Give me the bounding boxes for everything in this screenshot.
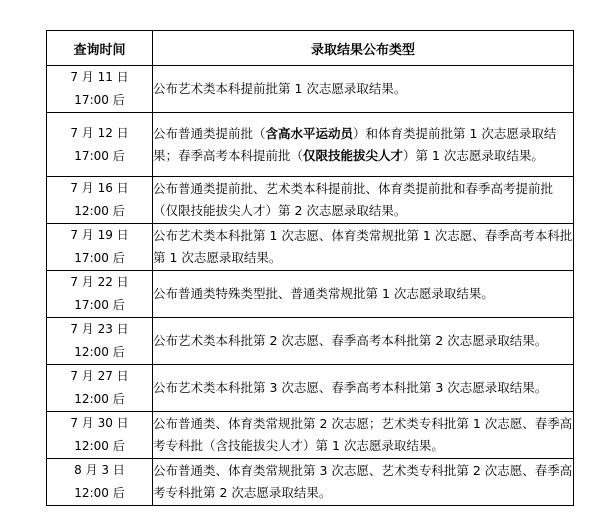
result-description-cell — [153, 271, 574, 318]
description-text: 公布普通类、体育类常规批第 3 次志愿、艺术类专科批第 2 次志愿、春季高考专科批第 2 次志愿录取结果。 — [153, 463, 573, 500]
table-row — [47, 459, 574, 506]
query-hour: 12:00 后 — [74, 392, 125, 406]
table-row — [47, 271, 574, 318]
description-text: 公布艺术类本科批第 2 次志愿、春季高考本科批第 2 次志愿录取结果。 — [153, 333, 548, 348]
query-date: 8 月 3 日 — [74, 463, 125, 477]
description-text: 公布普通类、体育类常规批第 2 次志愿；艺术类专科批第 1 次志愿、春季高考专科批（含技能拔尖人才）第 1 次志愿录取结果。 — [153, 416, 573, 453]
query-hour: 12:00 后 — [74, 439, 125, 453]
description-emphasis: 含高水平运动员 — [265, 125, 354, 141]
table-body — [47, 66, 574, 506]
query-time-cell — [47, 459, 153, 506]
result-description-cell — [153, 365, 574, 412]
description-text: 公布艺术类本科批第 1 次志愿、体育类常规批第 1 次志愿、春季高考本科批第 1 次志愿录取结果。 — [153, 228, 573, 265]
query-date: 7 月 22 日 — [70, 275, 129, 289]
query-hour: 17:00 后 — [74, 251, 125, 265]
result-description-cell — [153, 177, 574, 224]
query-hour: 12:00 后 — [74, 345, 125, 359]
header-query-time: 查询时间 — [47, 31, 153, 66]
query-time-cell — [47, 66, 153, 113]
query-date: 7 月 30 日 — [70, 416, 129, 430]
table-row — [47, 113, 574, 177]
query-hour: 12:00 后 — [74, 486, 125, 500]
table-row — [47, 66, 574, 113]
query-date: 7 月 16 日 — [70, 181, 129, 195]
query-hour: 17:00 后 — [74, 148, 125, 163]
result-description-cell — [153, 459, 574, 506]
query-date: 7 月 19 日 — [70, 228, 129, 242]
description-emphasis: 仅限技能拔尖人才 — [303, 147, 404, 163]
query-date: 7 月 12 日 — [70, 125, 129, 140]
query-hour: 12:00 后 — [74, 204, 125, 218]
description-text: ）第 1 次志愿录取结果。 — [403, 147, 544, 163]
query-time-cell — [47, 113, 153, 177]
header-result-type: 录取结果公布类型 — [153, 31, 574, 66]
query-hour: 17:00 后 — [74, 93, 125, 107]
result-description-cell — [153, 224, 574, 271]
description-text: ）和体育类提前批第 1 次志愿录取结果；春季高考本科提前批（ — [153, 125, 557, 163]
query-time-cell — [47, 271, 153, 318]
description-text: 公布艺术类本科批第 3 次志愿、春季高考本科批第 3 次志愿录取结果。 — [153, 380, 548, 395]
description-text: 公布艺术类本科提前批第 1 次志愿录取结果。 — [153, 81, 407, 96]
result-description-cell — [153, 113, 574, 177]
query-time-cell — [47, 224, 153, 271]
query-date: 7 月 23 日 — [70, 322, 129, 336]
query-time-cell — [47, 318, 153, 365]
table-row — [47, 318, 574, 365]
query-time-cell — [47, 177, 153, 224]
query-hour: 17:00 后 — [74, 298, 125, 312]
table-row — [47, 365, 574, 412]
description-text: 公布普通类特殊类型批、普通类常规批第 1 次志愿录取结果。 — [153, 286, 494, 301]
description-text: 公布普通类提前批（ — [153, 125, 266, 141]
results-schedule-table — [46, 30, 574, 506]
table-header-row — [47, 31, 574, 66]
description-text: 公布普通类提前批、艺术类本科提前批、体育类提前批和春季高考提前批（仅限技能拔尖人才）第 2 次志愿录取结果。 — [153, 181, 554, 218]
table-row — [47, 412, 574, 459]
query-date: 7 月 27 日 — [70, 369, 129, 383]
table-row — [47, 224, 574, 271]
table-row — [47, 177, 574, 224]
result-description-cell — [153, 412, 574, 459]
result-description-cell — [153, 318, 574, 365]
query-date: 7 月 11 日 — [70, 70, 129, 84]
result-description-cell — [153, 66, 574, 113]
query-time-cell — [47, 365, 153, 412]
query-time-cell — [47, 412, 153, 459]
